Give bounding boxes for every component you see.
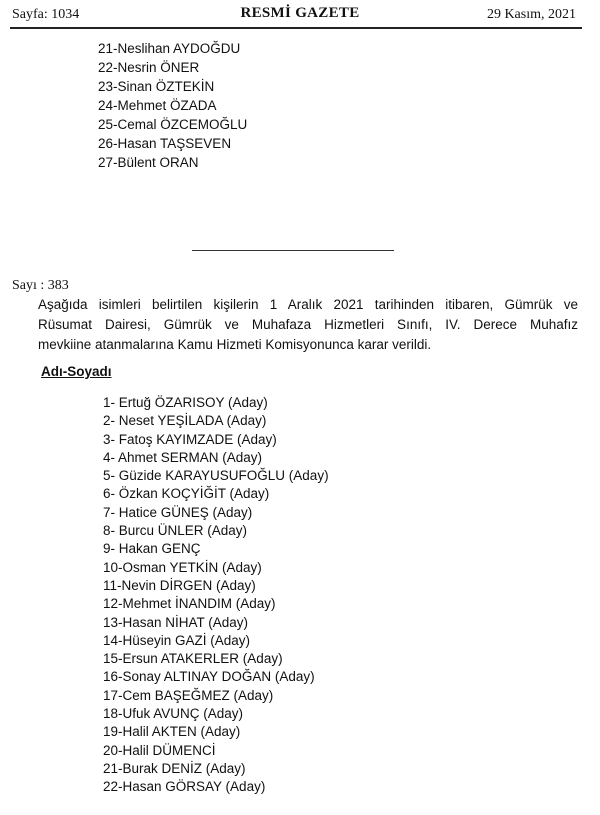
paragraph-line: Rüsumat Dairesi, Gümrük ve Muhafaza Hizmetleri Sınıfı, IV. Derece Muhafız	[38, 317, 578, 332]
header-rule	[10, 27, 582, 29]
continued-name-list	[98, 39, 247, 172]
list-item: 9- Hakan GENÇ	[103, 541, 201, 557]
list-item: 20-Halil DÜMENCİ	[103, 742, 216, 758]
column-heading: Adı-Soyadı	[41, 364, 112, 379]
list-item: 5- Güzide KARAYUSUFOĞLU (Aday)	[103, 468, 329, 484]
list-item: 18-Ufuk AVUNÇ (Aday)	[103, 706, 244, 722]
section-divider	[192, 250, 394, 251]
list-item: 22-Nesrin ÖNER	[98, 60, 200, 75]
list-item: 2- Neset YEŞİLADA (Aday)	[103, 413, 267, 429]
list-item: 21-Neslihan AYDOĞDU	[98, 41, 241, 56]
list-item: 1- Ertuğ ÖZARISOY (Aday)	[103, 395, 268, 410]
list-item: 16-Sonay ALTINAY DOĞAN (Aday)	[103, 669, 315, 685]
list-item: 15-Ersun ATAKERLER (Aday)	[103, 651, 283, 667]
list-item: 6- Özkan KOÇYİĞİT (Aday)	[103, 486, 270, 502]
list-item: 10-Osman YETKİN (Aday)	[103, 559, 262, 575]
list-item: 11-Nevin DİRGEN (Aday)	[103, 577, 256, 593]
issue-date: 29 Kasım, 2021	[486, 7, 576, 22]
list-item: 23-Sinan ÖZTEKİN	[98, 79, 215, 94]
list-item: 12-Mehmet İNANDIM (Aday)	[103, 596, 276, 612]
paragraph-line: Aşağıda isimleri belirtilen kişilerin 1 Aralık 2021 tarihinden itibaren, Gümrük ve	[38, 297, 578, 312]
appointee-list	[103, 394, 329, 797]
list-item: 24-Mehmet ÖZADA	[98, 98, 217, 113]
paragraph-line: mevkiine atanmalarına Kamu Hizmeti Komisyonunca karar verildi.	[38, 337, 432, 352]
page-number: Sayfa: 1034	[12, 7, 80, 22]
list-item: 19-Halil AKTEN (Aday)	[103, 724, 241, 740]
gazette-title: RESMİ GAZETE	[240, 5, 360, 21]
list-item: 25-Cemal ÖZCEMOĞLU	[98, 117, 248, 132]
list-item: 14-Hüseyin GAZİ (Aday)	[103, 632, 251, 648]
list-item: 22-Hasan GÖRSAY (Aday)	[103, 779, 266, 795]
list-item: 13-Hasan NİHAT (Aday)	[103, 614, 249, 630]
list-item: 4- Ahmet SERMAN (Aday)	[103, 449, 263, 465]
list-item: 17-Cem BAŞEĞMEZ (Aday)	[103, 687, 274, 703]
list-item: 21-Burak DENİZ (Aday)	[103, 760, 246, 776]
decision-number: Sayı : 383	[12, 278, 69, 293]
list-item: 3- Fatoş KAYIMZADE (Aday)	[103, 431, 277, 447]
page-header	[0, 0, 600, 30]
list-item: 8- Burcu ÜNLER (Aday)	[103, 523, 248, 539]
decision-paragraph	[38, 295, 578, 355]
list-item: 7- Hatice GÜNEŞ (Aday)	[103, 504, 253, 520]
list-item: 27-Bülent ORAN	[98, 155, 199, 170]
list-item: 26-Hasan TAŞSEVEN	[98, 136, 232, 151]
